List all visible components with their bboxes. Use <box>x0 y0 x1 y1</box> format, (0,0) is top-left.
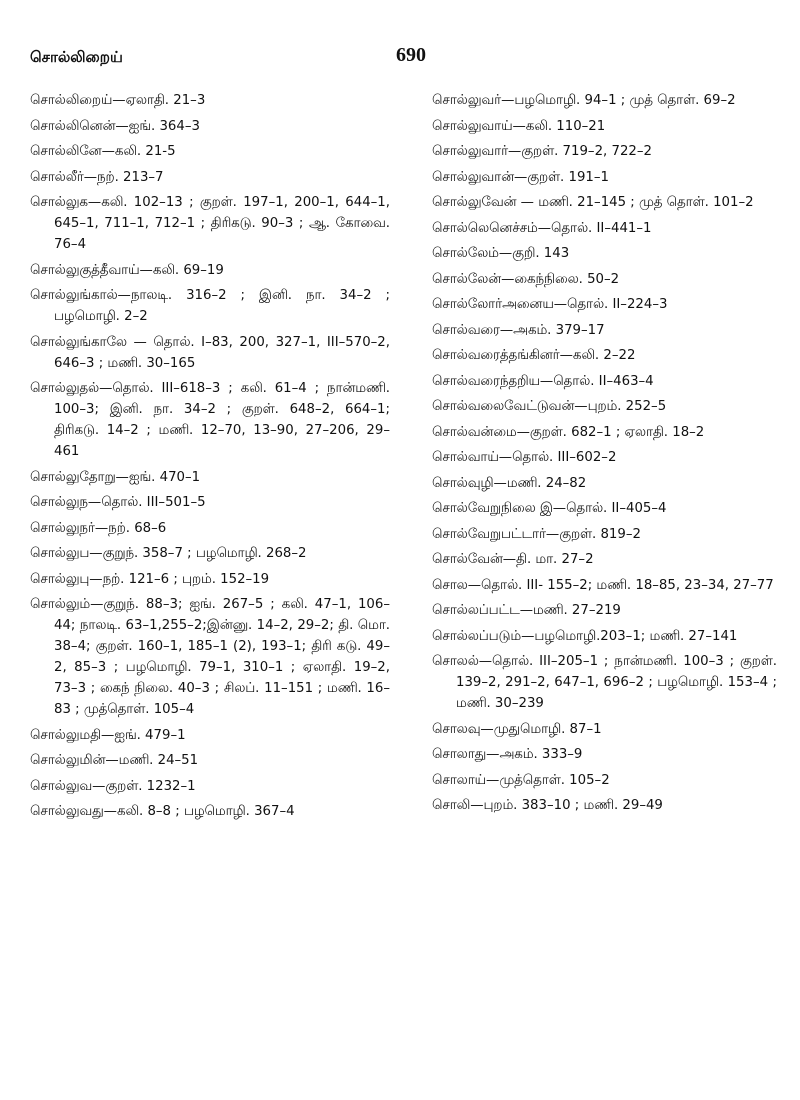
index-entry: சொல்லுவாய்—கலி. 110–21 <box>432 118 606 134</box>
index-entry: சொல்லுவர்—பழமொழி. 94–1 ; முத் தொள். 69–2 <box>432 93 736 108</box>
index-entry: சொல்வலைவேட்டுவன்—புறம். 252–5 <box>432 399 667 414</box>
index-entry: சொல்லுவான்—குறள். 191–1 <box>432 169 609 185</box>
index-entry: சொல—தொல். III- 155–2; மணி. 18–85, 23–34, 27–77 <box>432 577 774 593</box>
index-entry: சொலாது—அகம். 333–9 <box>432 747 583 762</box>
index-entry: சொல்லுமதி—ஐங். 479–1 <box>30 727 186 743</box>
index-entry: சொல்லெனெச்சம்—தொல். II–441–1 <box>432 220 652 236</box>
index-entry: சொல்லிறைய்—ஏலாதி. 21–3 <box>30 93 206 108</box>
index-entry: சொல்லுவேன் — மணி. 21–145 ; முத் தொள். 101–2 <box>432 195 754 210</box>
right-column <box>432 90 777 821</box>
index-entry: சொல்லும்—குறுந். 88–3; ஐங். 267–5 ; கலி. 47–1, 106–44; நாலடி. 63–1,255–2;இன்னு. 14–2, 29–2; தி. மொ. 38–4; குறள். 160–1, 185–1 (2), 193–1; திரி கடு. 49–2, 85–3 ; பழமொழி. 79–1, 310–1 ; ஏலாதி. 19–2, 73–3 ; கைந் நிலை. 40–3 ; சிலப். 11–151 ; மணி. 16–83 ; முத்தொள். 105–4 <box>30 597 390 717</box>
left-column <box>30 90 390 827</box>
index-entry: சொல்வரைத்தங்கினர்—கலி. 2–22 <box>432 348 636 363</box>
index-entry: சொல்லுக—கலி. 102–13 ; குறள். 197–1, 200–1, 644–1, 645–1, 711–1, 712–1 ; திரிகடு. 90–3 ; ஆ. கோவை. 76–4 <box>30 195 390 252</box>
index-entry: சொல்லப்பட்ட—மணி. 27–219 <box>432 603 621 618</box>
index-entry: சொலல்—தொல். III–205–1 ; நான்மணி. 100–3 ; குறள். 139–2, 291–2, 647–1, 696–2 ; பழமொழி. 153–4 ; மணி. 30–239 <box>432 654 777 711</box>
index-entry: சொல்லினென்—ஐங். 364–3 <box>30 118 200 134</box>
index-entry: சொல்லப்படும்—பழமொழி.203–1; மணி. 27–141 <box>432 628 738 644</box>
index-entry: சொல்லுவார்—குறள். 719–2, 722–2 <box>432 144 652 159</box>
index-entry: சொல்வாய்—தொல். III–602–2 <box>432 450 617 465</box>
index-entry: சொல்லுவது—கலி. 8–8 ; பழமொழி. 367–4 <box>30 804 295 819</box>
index-entry: சொலி—புறம். 383–10 ; மணி. 29–49 <box>432 798 663 813</box>
index-entry: சொல்வன்மை—குறள். 682–1 ; ஏலாதி. 18–2 <box>432 424 705 440</box>
index-entry: சொல்லுங்கால்—நாலடி. 316–2 ; இனி. நா. 34–2 ; பழமொழி. 2–2 <box>30 288 390 324</box>
index-entry: சொல்வரைந்தறிய—தொல். II–463–4 <box>432 373 654 389</box>
index-entry: சொல்லுதல்—தொல். III–618–3 ; கலி. 61–4 ; நான்மணி. 100–3; இனி. நா. 34–2 ; குறள். 648–2, 664–1; திரிகடு. 14–2 ; மணி. 12–70, 13–90, 27–206, 29–461 <box>30 381 390 459</box>
index-entry: சொல்லினே—கலி. 21-5 <box>30 144 176 159</box>
index-entry: சொல்லுபு—நற். 121–6 ; புறம். 152–19 <box>30 571 270 587</box>
index-entry: சொல்லுநர்—நற். 68–6 <box>30 520 167 536</box>
running-head: சொல்லிறைய் <box>30 48 123 66</box>
index-entry: சொலாய்—முத்தொள். 105–2 <box>432 772 610 788</box>
index-entry: சொல்லோர்அனைய—தொல். II–224–3 <box>432 297 668 312</box>
index-entry: சொல்லுவ—குறள். 1232–1 <box>30 778 196 794</box>
index-entry: சொல்லுகுத்தீவாய்—கலி. 69–19 <box>30 262 224 278</box>
index-entry: சொல்வேன்—தி. மா. 27–2 <box>432 552 594 567</box>
page-number: 690 <box>396 44 426 66</box>
index-entry: சொல்லுதோறு—ஐங். 470–1 <box>30 469 201 485</box>
index-entry: சொல்வேறுபட்டார்—குறள். 819–2 <box>432 526 641 542</box>
index-entry: சொல்லேம்—குறி. 143 <box>432 246 570 261</box>
index-entry: சொல்லுங்காலே — தொல். I–83, 200, 327–1, III–570–2, 646–3 ; மணி. 30–165 <box>30 334 390 371</box>
index-entry: சொல்லுப—குறுந். 358–7 ; பழமொழி. 268–2 <box>30 546 307 561</box>
index-entry: சொல்லுமின்—மணி. 24–51 <box>30 753 199 768</box>
index-entry: சொல்லீர்—நற். 213–7 <box>30 169 164 185</box>
index-entry: சொல்வேறுநிலை இ—தொல். II–405–4 <box>432 501 667 516</box>
index-entry: சொல்லுந—தொல். III–501–5 <box>30 495 206 510</box>
index-entry: சொல்வுழி—மணி. 24–82 <box>432 475 587 491</box>
index-entry: சொல்வரை—அகம். 379–17 <box>432 322 605 338</box>
index-entry: சொலவு—முதுமொழி. 87–1 <box>432 721 602 737</box>
index-entry: சொல்லேன்—கைந்நிலை. 50–2 <box>432 271 620 287</box>
